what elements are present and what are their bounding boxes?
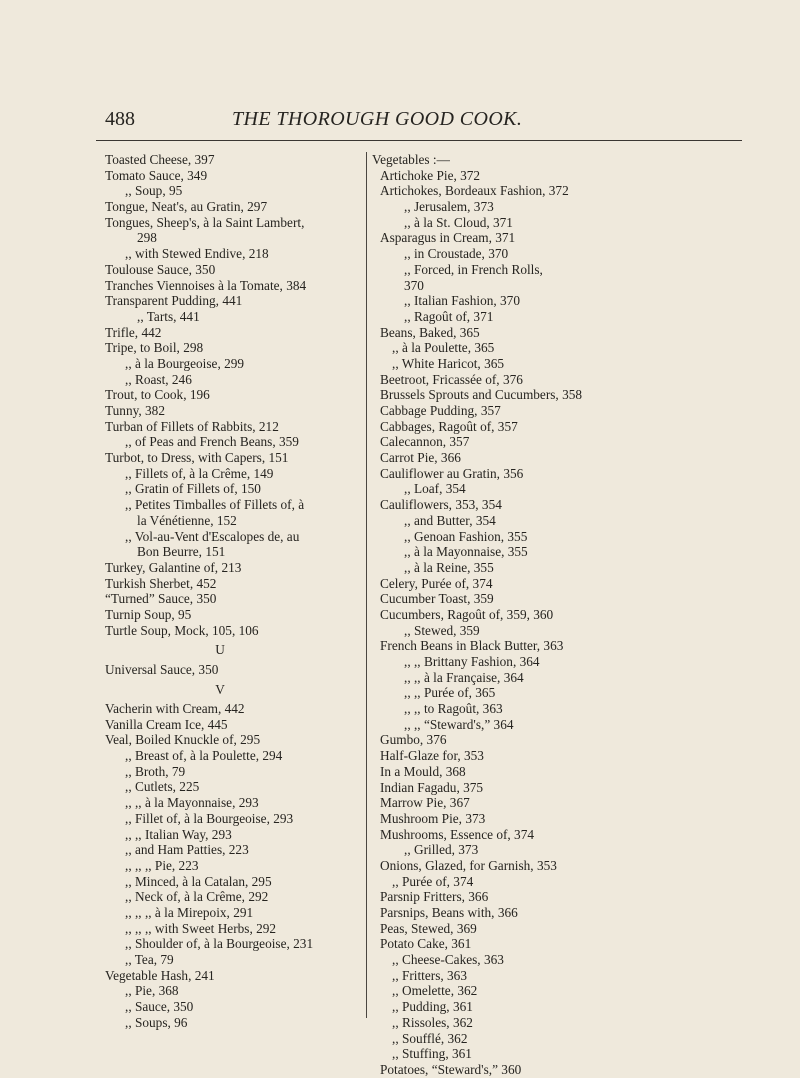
index-column-left bbox=[105, 152, 365, 1030]
index-entry: Half-Glaze for, 353 bbox=[380, 748, 484, 764]
index-entry: ,, Genoan Fashion, 355 bbox=[404, 528, 528, 544]
index-entry: ,, à la Reine, 355 bbox=[404, 559, 494, 575]
index-entry: ,, Jerusalem, 373 bbox=[404, 199, 494, 215]
index-entry: ,, ,, to Ragoût, 363 bbox=[404, 701, 503, 717]
index-entry: ,, ,, ,, Pie, 223 bbox=[125, 857, 199, 873]
index-entry: Tongues, Sheep's, à la Saint Lambert, bbox=[105, 214, 305, 230]
index-entry: French Beans in Black Butter, 363 bbox=[380, 638, 564, 654]
index-entry: Onions, Glazed, for Garnish, 353 bbox=[380, 857, 557, 873]
index-entry: “Turned” Sauce, 350 bbox=[105, 591, 217, 607]
index-entry: Cucumbers, Ragoût of, 359, 360 bbox=[380, 606, 554, 622]
index-entry: 370 bbox=[404, 277, 424, 293]
index-entry: Mushrooms, Essence of, 374 bbox=[380, 826, 535, 842]
index-entry: Cauliflowers, 353, 354 bbox=[380, 497, 502, 513]
header-rule bbox=[96, 140, 742, 141]
index-entry: ,, ,, à la Française, 364 bbox=[404, 669, 524, 685]
index-entry: ,, Pie, 368 bbox=[125, 983, 179, 999]
index-entry: ,, Fillet of, à la Bourgeoise, 293 bbox=[125, 810, 294, 826]
index-entry: Vegetables :— bbox=[372, 152, 450, 167]
index-entry: ,, Loaf, 354 bbox=[404, 481, 466, 497]
index-entry: ,, à la Bourgeoise, 299 bbox=[125, 355, 245, 371]
index-entry: ,, Sauce, 350 bbox=[125, 999, 194, 1015]
index-entry: ,, of Peas and French Beans, 359 bbox=[125, 434, 299, 450]
index-entry: Potato Cake, 361 bbox=[380, 936, 472, 952]
index-entry: Toulouse Sauce, 350 bbox=[105, 261, 216, 277]
index-entry: ,, Ragoût of, 371 bbox=[404, 308, 494, 324]
index-entry: Veal, Boiled Knuckle of, 295 bbox=[105, 732, 261, 748]
index-entry: ,, Vol-au-Vent d'Escalopes de, au bbox=[125, 528, 300, 544]
index-entry: ,, Rissoles, 362 bbox=[392, 1014, 473, 1030]
index-entry: Beetroot, Fricassée of, 376 bbox=[380, 371, 523, 387]
index-entry: ,, Tea, 79 bbox=[125, 952, 174, 967]
index-entry: ,, ,, ,, with Sweet Herbs, 292 bbox=[125, 920, 277, 936]
index-entry: Cauliflower au Gratin, 356 bbox=[380, 465, 524, 481]
index-entry: ,, in Croustade, 370 bbox=[404, 246, 509, 262]
index-entry: ,, Soups, 96 bbox=[125, 1014, 188, 1030]
index-entry: ,, ,, à la Mayonnaise, 293 bbox=[125, 795, 259, 811]
index-entry: ,, Fritters, 363 bbox=[392, 967, 467, 983]
index-entry: ,, Cheese-Cakes, 363 bbox=[392, 952, 504, 968]
index-entry: Universal Sauce, 350 bbox=[105, 661, 219, 677]
index-entry: Turnip Soup, 95 bbox=[105, 606, 192, 622]
index-entry: ,, Gratin of Fillets of, 150 bbox=[125, 481, 261, 497]
index-entry: ,, Tarts, 441 bbox=[137, 308, 200, 324]
index-entry: Tranches Viennoises à la Tomate, 384 bbox=[105, 277, 307, 293]
index-entry: Potatoes, “Steward's,” 360 bbox=[380, 1061, 522, 1077]
index-entry: ,, Stewed, 359 bbox=[404, 622, 480, 638]
index-entry: Mushroom Pie, 373 bbox=[380, 810, 486, 826]
index-entry: Brussels Sprouts and Cucumbers, 358 bbox=[380, 387, 583, 403]
index-entry: Tripe, to Boil, 298 bbox=[105, 340, 204, 356]
index-entry: ,, and Butter, 354 bbox=[404, 512, 496, 528]
index-entry: ,, Breast of, à la Poulette, 294 bbox=[125, 748, 283, 764]
index-entry: ,, Roast, 246 bbox=[125, 371, 192, 387]
index-entry: Tongue, Neat's, au Gratin, 297 bbox=[105, 199, 268, 215]
index-entry: ,, White Haricot, 365 bbox=[392, 355, 505, 371]
index-entry: Parsnip Fritters, 366 bbox=[380, 889, 489, 905]
index-entry: Trifle, 442 bbox=[105, 324, 162, 340]
index-entry: ,, ,, Purée of, 365 bbox=[404, 685, 496, 701]
index-entry: Cabbage Pudding, 357 bbox=[380, 403, 501, 418]
index-entry: Turkish Sherbet, 452 bbox=[105, 575, 217, 591]
index-entry: ,, Cutlets, 225 bbox=[125, 779, 200, 795]
index-entry: Gumbo, 376 bbox=[380, 732, 447, 748]
index-entry: Artichokes, Bordeaux Fashion, 372 bbox=[380, 183, 569, 199]
index-entry: ,, Grilled, 373 bbox=[404, 842, 479, 858]
index-entry: ,, Italian Fashion, 370 bbox=[404, 293, 520, 309]
index-entry: ,, and Ham Patties, 223 bbox=[125, 842, 249, 858]
index-entry: ,, Purée of, 374 bbox=[392, 873, 474, 889]
index-entry: Artichoke Pie, 372 bbox=[380, 167, 481, 183]
index-entry: Tomato Sauce, 349 bbox=[105, 167, 208, 183]
section-letter: U bbox=[215, 642, 225, 658]
index-entry: Turtle Soup, Mock, 105, 106 bbox=[105, 622, 259, 638]
index-entry: ,, Soufflé, 362 bbox=[392, 1030, 468, 1046]
index-entry: ,, Shoulder of, à la Bourgeoise, 231 bbox=[125, 936, 314, 952]
index-entry: Indian Fagadu, 375 bbox=[380, 779, 484, 795]
index-entry: ,, ,, ,, à la Mirepoix, 291 bbox=[125, 904, 254, 920]
index-entry: ,, Petites Timballes of Fillets of, à bbox=[125, 497, 305, 513]
index-entry: ,, Stuffing, 361 bbox=[392, 1046, 472, 1062]
index-entry: Cabbages, Ragoût of, 357 bbox=[380, 418, 518, 434]
index-entry: Transparent Pudding, 441 bbox=[105, 293, 243, 309]
page-header bbox=[0, 108, 800, 132]
index-entry: ,, à la St. Cloud, 371 bbox=[404, 214, 513, 230]
index-entry: ,, ,, Italian Way, 293 bbox=[125, 826, 232, 842]
index-entry: Turbot, to Dress, with Capers, 151 bbox=[105, 450, 289, 466]
index-entry: Asparagus in Cream, 371 bbox=[380, 230, 516, 246]
index-entry: Cucumber Toast, 359 bbox=[380, 591, 494, 607]
index-entry: Calecannon, 357 bbox=[380, 434, 470, 450]
running-title: THE THOROUGH GOOD COOK. bbox=[232, 108, 523, 130]
index-entry: ,, à la Mayonnaise, 355 bbox=[404, 544, 528, 560]
index-entry: Turban of Fillets of Rabbits, 212 bbox=[105, 418, 279, 434]
index-entry: ,, with Stewed Endive, 218 bbox=[125, 246, 269, 262]
index-entry: Beans, Baked, 365 bbox=[380, 324, 480, 340]
index-entry: Peas, Stewed, 369 bbox=[380, 920, 477, 936]
index-entry: In a Mould, 368 bbox=[380, 763, 466, 779]
page-number: 488 bbox=[105, 108, 135, 130]
index-column-right bbox=[372, 152, 742, 1078]
index-entry: Tunny, 382 bbox=[105, 403, 165, 418]
index-entry: ,, Neck of, à la Crême, 292 bbox=[125, 889, 269, 905]
index-entry: ,, Broth, 79 bbox=[125, 763, 186, 779]
index-entry: Turkey, Galantine of, 213 bbox=[105, 559, 242, 575]
index-entry: ,, ,, “Steward's,” 364 bbox=[404, 716, 514, 732]
column-divider bbox=[366, 152, 367, 1018]
index-entry: Trout, to Cook, 196 bbox=[105, 387, 210, 403]
index-entry: la Vénétienne, 152 bbox=[137, 512, 237, 528]
index-entry: Parsnips, Beans with, 366 bbox=[380, 905, 518, 920]
index-entry: ,, Minced, à la Catalan, 295 bbox=[125, 873, 272, 889]
index-entry: Marrow Pie, 367 bbox=[380, 795, 470, 811]
index-entry: ,, ,, Brittany Fashion, 364 bbox=[404, 654, 540, 669]
index-entry: Vegetable Hash, 241 bbox=[105, 967, 215, 983]
section-letter: V bbox=[215, 681, 225, 697]
index-entry: ,, à la Poulette, 365 bbox=[392, 340, 495, 356]
index-entry: ,, Pudding, 361 bbox=[392, 999, 473, 1015]
index-entry: Vanilla Cream Ice, 445 bbox=[105, 716, 228, 732]
index-entry: Carrot Pie, 366 bbox=[380, 450, 461, 466]
index-entry: ,, Forced, in French Rolls, bbox=[404, 261, 543, 277]
index-entry: ,, Soup, 95 bbox=[125, 183, 183, 199]
index-entry: Bon Beurre, 151 bbox=[137, 544, 226, 560]
index-entry: Toasted Cheese, 397 bbox=[105, 152, 215, 167]
index-entry: Celery, Purée of, 374 bbox=[380, 575, 493, 591]
index-entry: 298 bbox=[137, 230, 157, 246]
index-entry: ,, Fillets of, à la Crême, 149 bbox=[125, 465, 274, 481]
index-entry: Vacherin with Cream, 442 bbox=[105, 701, 245, 716]
index-entry: ,, Omelette, 362 bbox=[392, 983, 478, 999]
